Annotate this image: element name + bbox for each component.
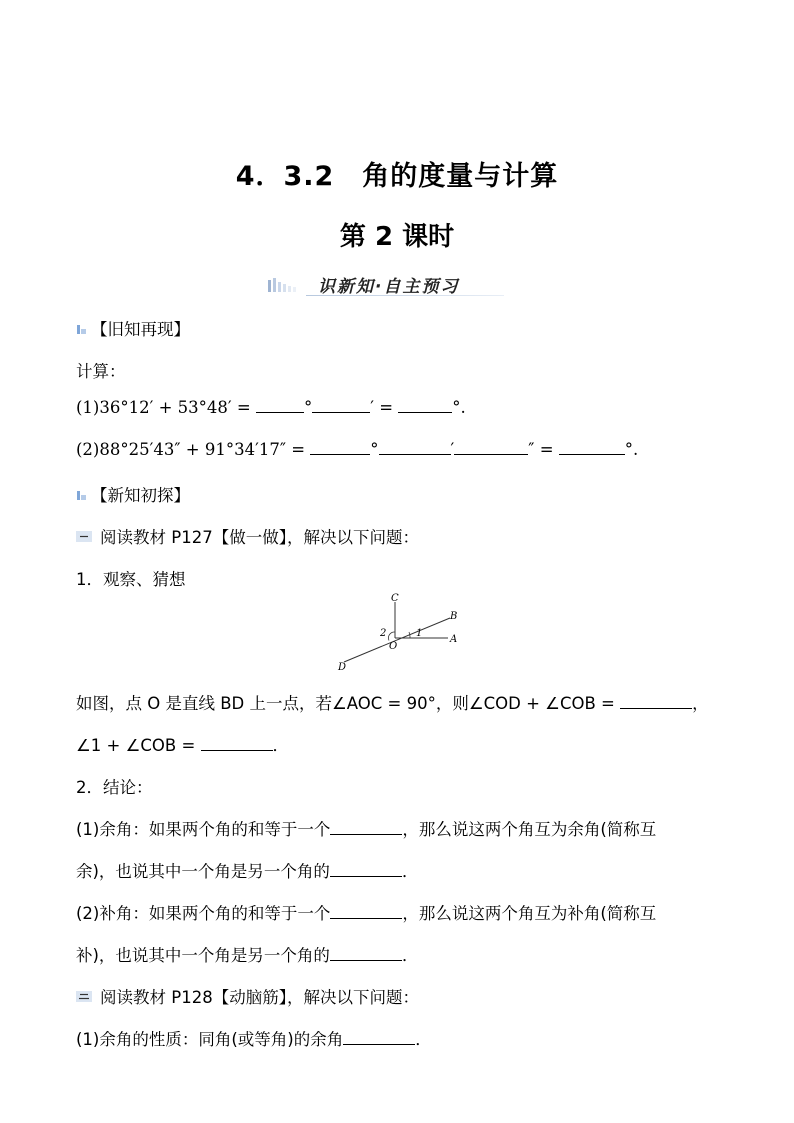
answer-blank[interactable]: [379, 440, 451, 455]
angle-2-arc: [388, 632, 395, 641]
book-stack-icon: [266, 276, 306, 292]
answer-blank[interactable]: [343, 1030, 415, 1045]
page-title: 4．3.2 角的度量与计算: [235, 161, 559, 192]
new-knowledge-heading: 【新知初探】: [76, 482, 190, 506]
answer-blank[interactable]: [398, 398, 452, 413]
answer-blank[interactable]: [256, 398, 304, 413]
supplementary-line-2: 补)，也说其中一个角是另一个角的 ．: [76, 946, 419, 965]
pencil-marker-icon: [76, 323, 87, 335]
pencil-marker-icon: [76, 489, 87, 501]
label-a: A: [450, 634, 458, 645]
banner-text: 识新知·自主预习: [318, 277, 460, 297]
label-c: C: [391, 593, 399, 604]
problem-text-1: 如图，点 O 是直线 BD 上一点，若∠AOC = 90°，则∠COD + ∠COB = ，: [76, 694, 709, 713]
complementary-line-1: (1)余角：如果两个角的和等于一个 ，那么说这两个角互为余角(简称互: [76, 820, 657, 839]
answer-blank[interactable]: [330, 862, 402, 877]
label-o: O: [389, 641, 398, 652]
problem-text-2: ∠1 + ∠COB = ．: [76, 736, 290, 755]
label-angle-2: 2: [380, 628, 387, 639]
section-number-icon: [76, 991, 92, 1002]
section-number-icon: [76, 531, 92, 542]
section-banner: [266, 272, 504, 296]
complementary-line-2: 余)，也说其中一个角是另一个角的 ．: [76, 862, 419, 881]
line-bd: [344, 618, 450, 662]
answer-blank[interactable]: [310, 440, 370, 455]
review-heading: 【旧知再现】: [76, 316, 190, 340]
reading-task-1: 阅读教材 P127【做一做】，解决以下问题：: [76, 524, 419, 548]
supplementary-line-1: (2)补角：如果两个角的和等于一个 ，那么说这两个角互为补角(简称互: [76, 904, 657, 923]
complement-property-line: (1)余角的性质：同角(或等角)的余角 ．: [76, 1030, 432, 1049]
answer-blank[interactable]: [201, 736, 273, 751]
answer-blank[interactable]: [454, 440, 528, 455]
answer-blank[interactable]: [330, 946, 402, 961]
angle-figure: [330, 592, 470, 674]
observe-heading: 1．观察、猜想: [76, 570, 186, 589]
question-2: (2)88°25′43″ + 91°34′17″ = ° ′ ″ = °.: [76, 440, 639, 459]
page-subtitle: 第 2 课时: [339, 222, 455, 252]
answer-blank[interactable]: [330, 820, 402, 835]
compute-label: 计算：: [76, 362, 126, 381]
label-b: B: [450, 611, 458, 622]
reading-task-2: 阅读教材 P128【动脑筋】，解决以下问题：: [76, 984, 419, 1008]
label-d: D: [338, 662, 347, 673]
answer-blank[interactable]: [559, 440, 625, 455]
label-angle-1: 1: [416, 628, 423, 639]
answer-blank[interactable]: [620, 694, 692, 709]
question-1: (1)36°12′ + 53°48′ = ° ′ = °.: [76, 398, 466, 417]
answer-blank[interactable]: [330, 904, 402, 919]
conclusion-heading: 2．结论：: [76, 778, 153, 797]
answer-blank[interactable]: [312, 398, 370, 413]
